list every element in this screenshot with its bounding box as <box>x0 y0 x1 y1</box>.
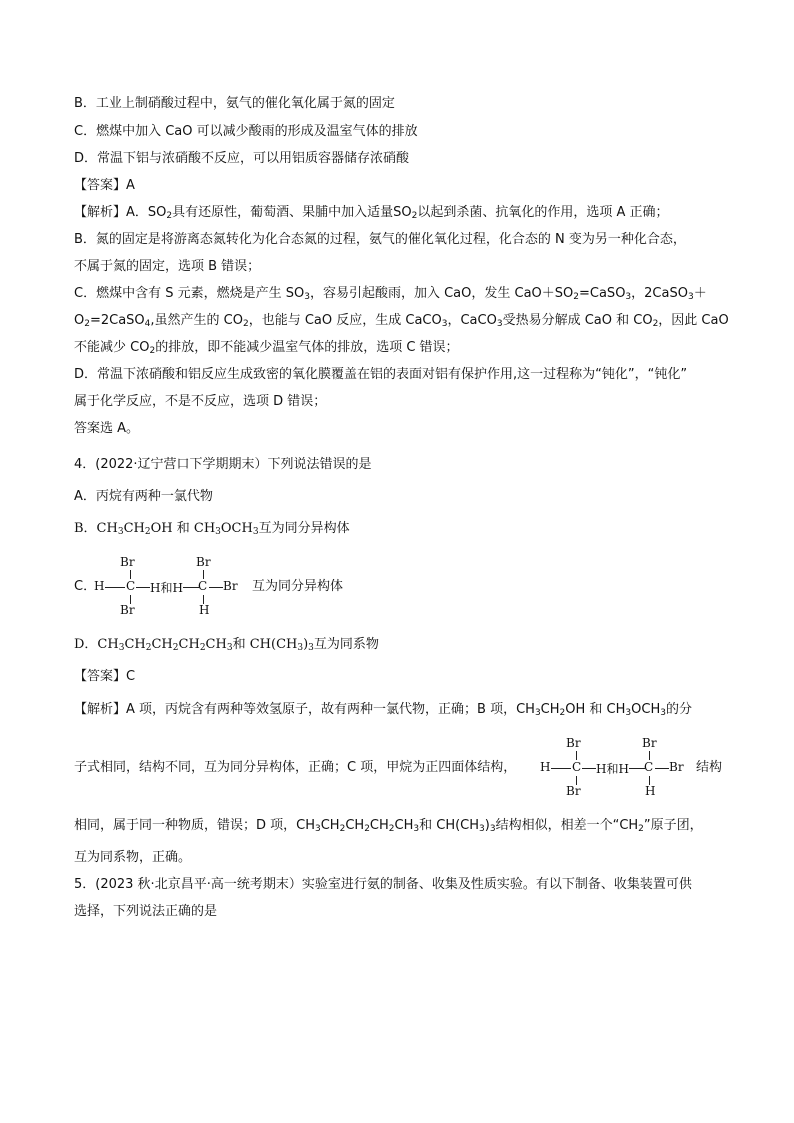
formula-c: C <box>572 760 582 774</box>
explanation-4-line2-tail: 结构 <box>696 760 723 775</box>
question-4: 4．(2022·辽宁营口下学期期末）下列说法错误的是 <box>74 457 372 472</box>
bond-line <box>136 587 150 588</box>
structural-formula-pair-explanation <box>540 733 710 801</box>
explanation-c-line2: $O_2=2CaSO_4$,虽然产生的 $CO_2$，也能与 CaO 反应，生成 CaCO$_3$，CaCO$_3$受热易分解成 CaO 和 $CO_2$，因此 CaO <box>74 313 729 329</box>
formula-c: C <box>126 579 136 593</box>
formula-br: Br <box>120 555 135 569</box>
bond-line <box>649 751 650 760</box>
explanation-b-line1: B．氮的固定是将游离态氮转化为化合态氮的过程，氨气的催化氧化过程，化合态的 N 变为另一种化合态， <box>74 232 686 247</box>
structural-formula-pair-c <box>94 552 254 620</box>
formula-br: Br <box>566 736 581 750</box>
bond-line <box>203 570 204 579</box>
question-4-option-c-label: C． <box>74 579 97 594</box>
question-5-line1: 5．(2023 秋·北京昌平·高一统考期末）实验室进行氨的制备、收集及性质实验。有以下制备、收集装置可供 <box>74 877 692 892</box>
formula-br: Br <box>642 736 657 750</box>
formula-br: Br <box>669 760 684 774</box>
explanation-4-line3: 相同，属于同一种物质，错误；D 项，$CH_3CH_2CH_2CH_2CH_3$和 $CH(CH_3)_3$结构相似，相差一个“$CH_2$”原子团， <box>74 818 703 834</box>
option-d: D．常温下铝与浓硝酸不反应，可以用铝质容器储存浓硝酸 <box>74 151 410 166</box>
option-b: B．工业上制硝酸过程中，氨气的催化氧化属于氮的固定 <box>74 96 395 111</box>
explanation-a: 【解析】A．$SO_2$具有还原性，葡萄酒、果脯中加入适量$SO_2$以起到杀菌、抗氧化的作用，选项 A 正确； <box>74 205 669 221</box>
question-4-option-c-text: 互为同分异构体 <box>252 579 344 594</box>
option-c: C．燃煤中加入 CaO 可以减少酸雨的形成及温室气体的排放 <box>74 124 418 139</box>
bond-line <box>105 587 125 588</box>
formula-h: H <box>94 579 105 593</box>
formula-c: C <box>644 760 654 774</box>
explanation-d-line2: 属于化学反应，不是不反应，选项 D 错误； <box>74 394 327 409</box>
bond-line <box>629 768 645 769</box>
answer-3: 【答案】A <box>74 178 135 193</box>
answer-4: 【答案】C <box>74 669 136 684</box>
bond-line <box>209 587 223 588</box>
question-4-option-b: B．$CH_3CH_2OH$ 和 $CH_3OCH_3$互为同分异构体 <box>74 521 350 537</box>
question-4-option-a: A．丙烷有两种一氯代物 <box>74 489 213 504</box>
formula-h: H <box>199 603 210 617</box>
explanation-c-line3: 不能减少 $CO_2$的排放，即不能减少温室气体的排放，选项 C 错误； <box>74 340 459 356</box>
bond-line <box>582 768 596 769</box>
formula-h: H <box>540 760 551 774</box>
formula-h-and-h: H和H <box>596 762 629 776</box>
question-4-option-d: D．$CH_3CH_2CH_2CH_2CH_3$和 $CH(CH_3)_3$互为同系物 <box>74 637 379 653</box>
explanation-4-line1: 【解析】A 项，丙烷含有两种等效氢原子，故有两种一氯代物，正确；B 项，$CH_3CH_2OH$ 和 $CH_3OCH_3$的分 <box>74 702 692 718</box>
formula-br: Br <box>223 579 238 593</box>
formula-c: C <box>198 579 208 593</box>
bond-line <box>655 768 669 769</box>
bond-line <box>130 570 131 579</box>
bond-line <box>551 768 571 769</box>
explanation-4-line4: 互为同系物，正确。 <box>74 850 192 865</box>
explanation-d-line1: D．常温下浓硝酸和铝反应生成致密的氧化膜覆盖在铝的表面对铝有保护作用,这一过程称为“钝化”，“钝化” <box>74 367 688 382</box>
bond-line <box>576 751 577 760</box>
formula-h-and-h: H和H <box>150 581 183 595</box>
formula-br: Br <box>566 784 581 798</box>
formula-br: Br <box>196 555 211 569</box>
final-answer-3: 答案选 A。 <box>74 421 140 436</box>
explanation-b-line2: 不属于氮的固定，选项 B 错误； <box>74 259 261 274</box>
explanation-c-line1: C．燃煤中含有 S 元素，燃烧是产生 $SO_3$，容易引起酸雨，加入 CaO，发生 $CaO+SO_2=CaSO_3$，2CaSO$_3$＋ <box>74 286 707 302</box>
formula-h: H <box>645 784 656 798</box>
question-5-line2: 选择，下列说法正确的是 <box>74 904 218 919</box>
bond-line <box>183 587 199 588</box>
explanation-4-line2: 子式相同，结构不同，互为同分异构体，正确；C 项，甲烷为正四面体结构， <box>74 760 517 775</box>
formula-br: Br <box>120 603 135 617</box>
